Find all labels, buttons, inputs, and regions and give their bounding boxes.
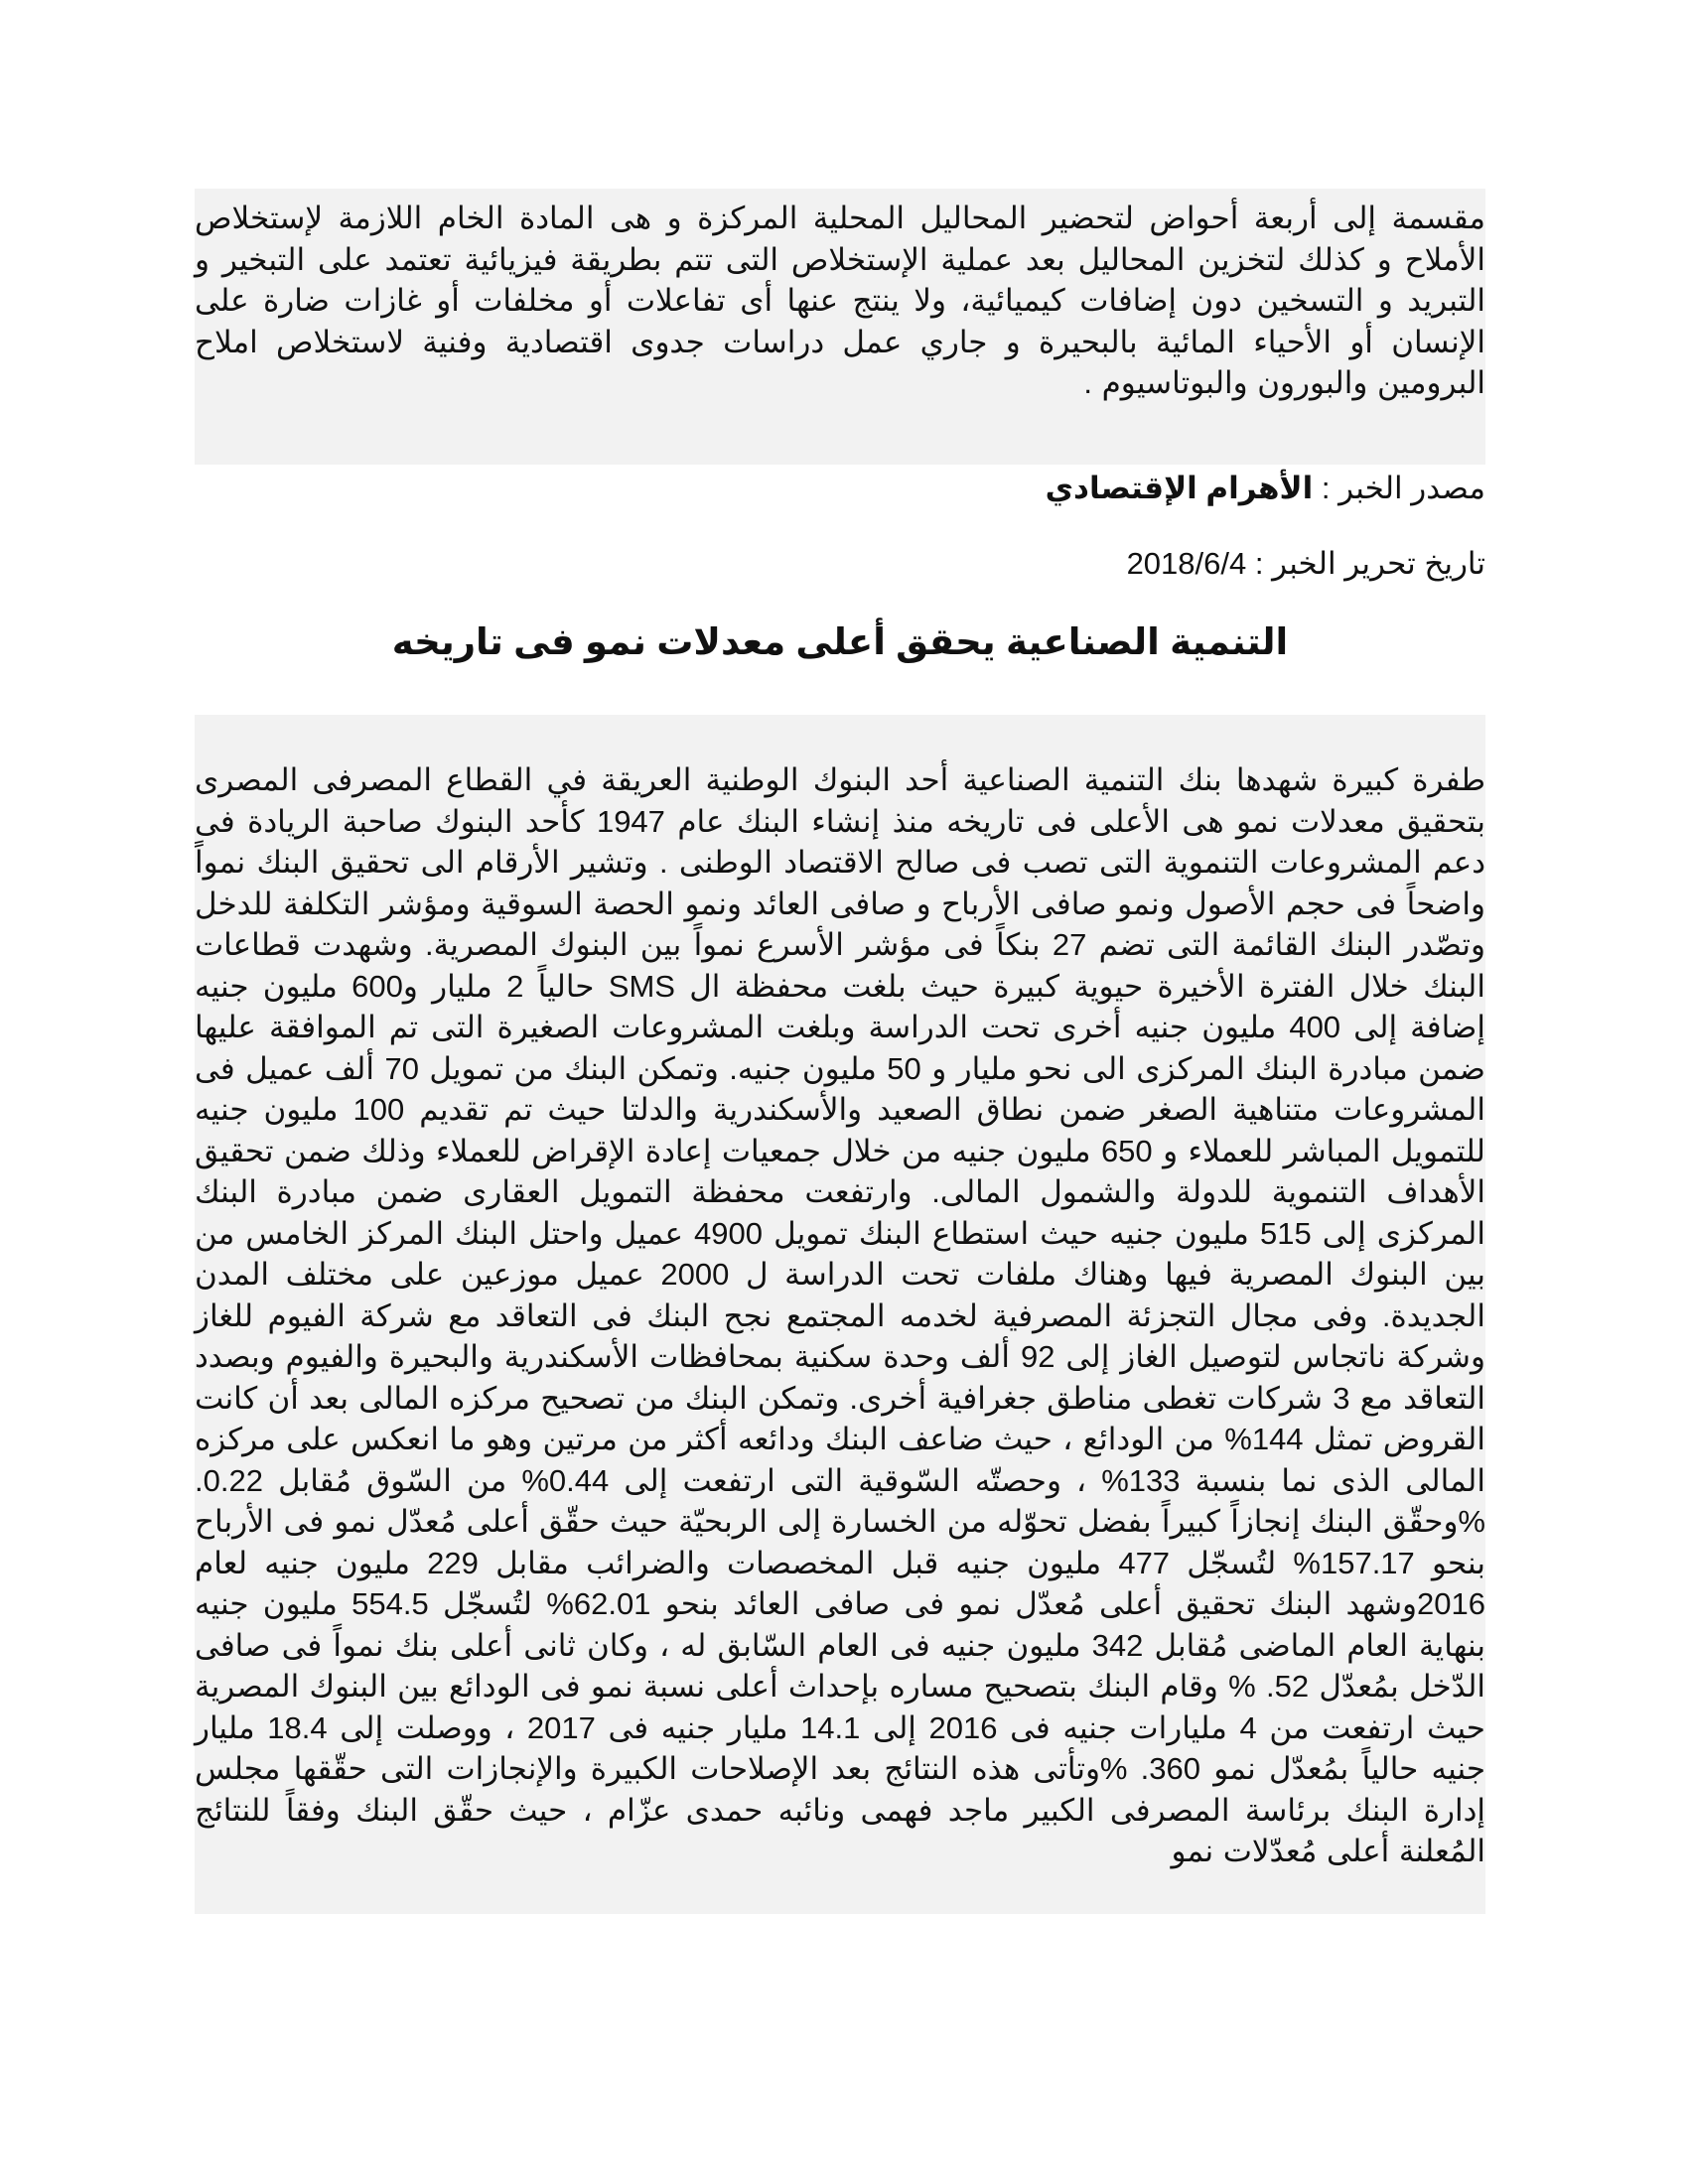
date-value: 2018/6/4 — [1126, 546, 1247, 581]
article-1-body: مقسمة إلى أربعة أحواض لتحضير المحاليل المحلية المركزة و هى المادة الخام اللازمة لإستخلاص الأملاح و كذلك لتخزين المحاليل بعد عملية الإستخلاص التى تتم بطريقة فيزيائية تعتمد على التبخير و التبريد و التسخين دون إضافات كيميائية، ولا ينتج عنها أى تفاعلات أو مخلفات أو غازات ضارة على الإنسان أو الأحياء المائية بالبحيرة و جاري عمل دراسات جدوى اقتصادية وفنية لاستخلاص املاح البرومين والبورون والبوتاسيوم . — [195, 201, 1485, 400]
article-2-body: طفرة كبيرة شهدها بنك التنمية الصناعية أحد البنوك الوطنية العريقة في القطاع المصرفى المصرى بتحقيق معدلات نمو هى الأعلى فى تاريخه منذ إنشاء البنك عام 1947 كأحد البنوك صاحبة الريادة فى دعم المشروعات التنموية التى تصب فى صالح الاقتصاد الوطنى . وتشير الأرقام الى تحقيق البنك نمواً واضحاً فى حجم الأصول ونمو صافى الأرباح و صافى العائد ونمو الحصة السوقية ومؤشر التكلفة للدخل وتصّدر البنك القائمة التى تضم 27 بنكاً فى مؤشر الأسرع نمواً بين البنوك المصرية. وشهدت قطاعات البنك خلال الفترة الأخيرة حيوية كبيرة حيث بلغت محفظة ال SMS حالياً 2 مليار و600 مليون جنيه إضافة إلى 400 مليون جنيه أخرى تحت الدراسة وبلغت المشروعات الصغيرة التى تم الموافقة عليها ضمن مبادرة البنك المركزى الى نحو مليار و 50 مليون جنيه. وتمكن البنك من تمويل 70 ألف عميل فى المشروعات متناهية الصغر ضمن نطاق الصعيد والأسكندرية والدلتا حيث تم تقديم 100 مليون جنيه للتمويل المباشر للعملاء و 650 مليون جنيه من خلال جمعيات إعادة الإقراض للعملاء وذلك ضمن تحقيق الأهداف التنموية للدولة والشمول المالى. وارتفعت محفظة التمويل العقارى ضمن مبادرة البنك المركزى إلى 515 مليون جنيه حيث استطاع البنك تمويل 4900 عميل واحتل البنك المركز الخامس من بين البنوك المصرية فيها وهناك ملفات تحت الدراسة ل 2000 عميل موزعين على مختلف المدن الجديدة. وفى مجال التجزئة المصرفية لخدمه المجتمع نجح البنك فى التعاقد مع شركة الفيوم للغاز وشركة ناتجاس لتوصيل الغاز إلى 92 ألف وحدة سكنية بمحافظات الأسكندرية والبحيرة والفيوم وبصدد التعاقد مع 3 شركات تغطى مناطق جغرافية أخرى. وتمكن البنك من تصحيح مركزه المالى بعد أن كانت القروض تمثل 144% من الودائع ، حيث ضاعف البنك ودائعه أكثر من مرتين وهو ما انعكس على مركزه المالى الذى نما بنسبة 133% ، وحصتّه السّوقية التى ارتفعت إلى 0.44% من السّوق مُقابل 0.22. %وحقّق البنك إنجازاً كبيراً بفضل تحوّله من الخسارة إلى الربحيّة حيث حقّق أعلى مُعدّل نمو فى الأرباح بنحو 157.17% لتُسجّل 477 مليون جنيه قبل المخصصات والضرائب مقابل 229 مليون جنيه لعام 2016وشهد البنك تحقيق أعلى مُعدّل نمو فى صافى العائد بنحو 62.01% لتُسجّل 554.5 مليون جنيه بنهاية العام الماضى مُقابل 342 مليون جنيه فى العام السّابق له ، وكان ثانى أعلى بنك نمواً فى صافى الدّخل بمُعدّل 52. % وقام البنك بتصحيح مساره بإحداث أعلى نسبة نمو فى الودائع بين البنوك المصرية حيث ارتفعت من 4 مليارات جنيه فى 2016 إلى 14.1 مليار جنيه فى 2017 ، ووصلت إلى 18.4 مليار جنيه حالياً بمُعدّل نمو 360. %وتأتى هذه النتائج بعد الإصلاحات الكبيرة والإنجازات التى حقّقها مجلس إدارة البنك برئاسة المصرفى الكبير ماجد فهمى ونائبه حمدى عزّام ، حيث حقّق البنك وفقاً للنتائج المُعلنة أعلى مُعدّلات نمو — [195, 762, 1486, 1868]
news-source-line — [1046, 471, 1485, 506]
news-date-line — [1127, 546, 1485, 582]
article-2-headline: التنمية الصناعية يحقق أعلى معدلات نمو فى تاريخه — [391, 621, 1289, 662]
source-label: مصدر الخبر : — [1321, 471, 1485, 505]
date-label: تاريخ تحرير الخبر : — [1254, 546, 1485, 581]
source-value: الأهرام الإقتصادي — [1045, 471, 1314, 505]
